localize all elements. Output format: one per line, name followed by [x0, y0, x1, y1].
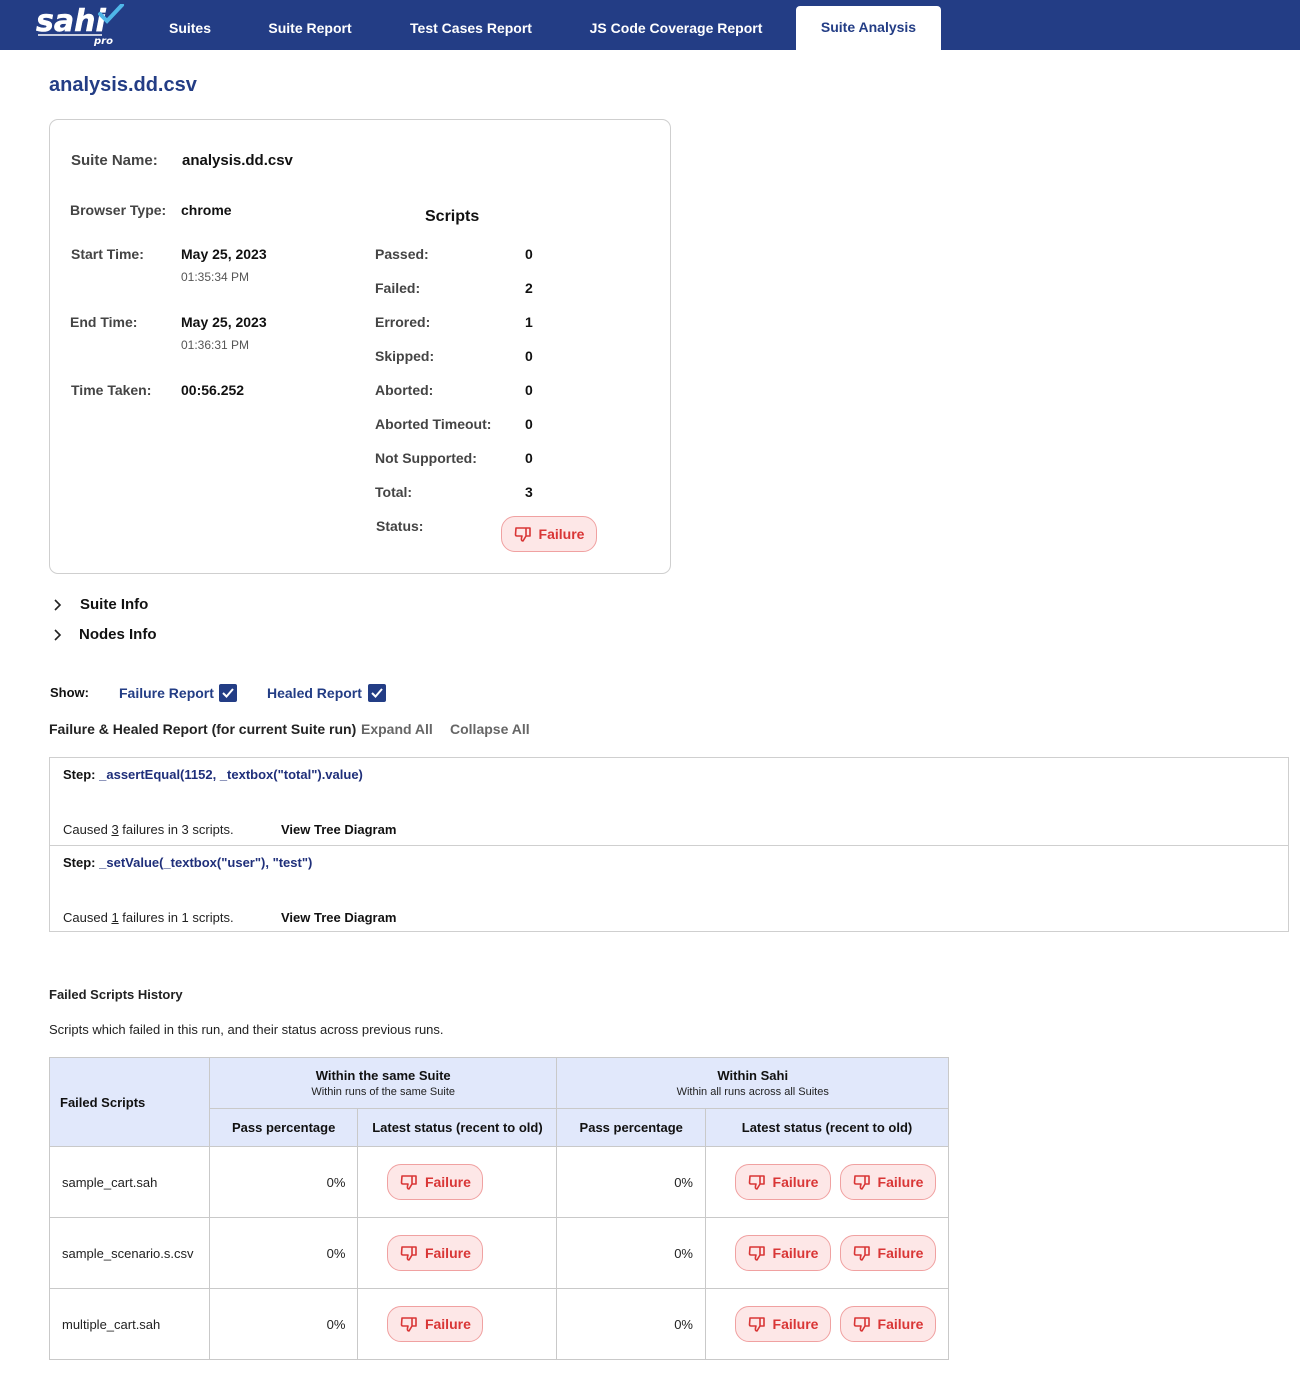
nodes-info-label: Nodes Info: [79, 626, 157, 643]
status-failure-badge[interactable]: [501, 516, 597, 552]
failure-step[interactable]: [50, 758, 1288, 845]
group-within-sahi-subtitle: Within all runs across all Suites: [676, 1086, 829, 1098]
script-name[interactable]: multiple_cart.sah: [50, 1289, 210, 1360]
stat-errored-value: 1: [525, 314, 533, 330]
suite-name-label: Suite Name:: [71, 152, 158, 169]
failed-scripts-history-description: Scripts which failed in this run, and their status across previous runs.: [49, 1022, 444, 1037]
view-tree-diagram-link[interactable]: View Tree Diagram: [281, 822, 397, 837]
thumbs-down-icon: [400, 1174, 418, 1190]
col-sahi-latest-status: Latest status (recent to old): [705, 1109, 948, 1147]
suite-info-accordion[interactable]: [52, 596, 148, 613]
stat-passed-label: Passed:: [375, 246, 429, 262]
page-title: analysis.dd.csv: [49, 74, 197, 96]
failure-steps-list: [49, 757, 1289, 932]
thumbs-down-icon: [853, 1245, 871, 1261]
stat-not-supported-value: 0: [525, 450, 533, 466]
sahi-pass-percentage: 0%: [557, 1289, 706, 1360]
healed-report-checkbox[interactable]: [368, 684, 386, 702]
stat-total-value: 3: [525, 484, 533, 500]
end-time-value: 01:36:31 PM: [181, 338, 250, 352]
end-date-value: May 25, 2023: [181, 314, 267, 330]
tab-test-cases-report[interactable]: Test Cases Report: [410, 20, 532, 36]
tab-suite-report[interactable]: Suite Report: [268, 20, 352, 36]
time-taken-label: Time Taken:: [71, 382, 152, 398]
collapse-all-link[interactable]: Collapse All: [450, 721, 530, 737]
suite-pass-percentage: 0%: [209, 1147, 358, 1218]
suite-summary-card: [49, 119, 671, 574]
failed-scripts-history-table: [49, 1057, 949, 1360]
scripts-heading: Scripts: [425, 208, 480, 225]
stat-passed-value: 0: [525, 246, 533, 262]
stat-errored-label: Errored:: [375, 314, 431, 330]
failure-step[interactable]: [50, 845, 1288, 932]
failure-badge[interactable]: Failure: [840, 1235, 936, 1271]
sahi-latest-status: [705, 1218, 948, 1289]
stat-aborted-timeout-value: 0: [525, 416, 533, 432]
svg-text:pro: pro: [94, 36, 113, 46]
time-taken-value: 00:56.252: [181, 382, 245, 398]
failure-report-label[interactable]: Failure Report: [119, 685, 214, 701]
stat-failed-label: Failed:: [375, 280, 421, 296]
col-suite-pass-percentage: Pass percentage: [209, 1109, 358, 1147]
failure-badge[interactable]: Failure: [387, 1306, 483, 1342]
top-nav: [0, 0, 1300, 50]
suite-latest-status: [358, 1218, 557, 1289]
sahi-pro-logo[interactable]: [34, 4, 126, 46]
table-row: [50, 1147, 949, 1218]
step-code: _setValue(_textbox("user"), "test"): [99, 855, 313, 870]
view-tree-diagram-link[interactable]: View Tree Diagram: [281, 910, 397, 925]
col-failed-scripts: Failed Scripts: [50, 1058, 210, 1147]
thumbs-down-icon: [400, 1316, 418, 1332]
svg-text:sahi: sahi: [36, 4, 106, 39]
suite-latest-status: [358, 1289, 557, 1360]
stat-skipped-value: 0: [525, 348, 533, 364]
stat-total-label: Total:: [375, 484, 413, 500]
table-row: [50, 1289, 949, 1360]
thumbs-down-icon: [748, 1245, 766, 1261]
end-time-label: End Time:: [70, 314, 138, 330]
report-title: Failure & Healed Report (for current Suite run): [49, 721, 357, 737]
thumbs-down-icon: [748, 1174, 766, 1190]
step-caused-summary: Caused 3 failures in 3 scripts.: [63, 822, 234, 837]
failure-badge[interactable]: Failure: [735, 1235, 831, 1271]
failure-badge[interactable]: Failure: [840, 1306, 936, 1342]
status-label: Status:: [376, 518, 424, 534]
failure-badge[interactable]: Failure: [840, 1164, 936, 1200]
failure-report-checkbox[interactable]: [219, 684, 237, 702]
start-date-value: May 25, 2023: [181, 246, 267, 262]
step-caused-summary: Caused 1 failures in 1 scripts.: [63, 910, 234, 925]
status-failure-text: Failure: [538, 526, 585, 542]
stat-aborted-value: 0: [525, 382, 533, 398]
tab-suites[interactable]: Suites: [168, 20, 211, 36]
sahi-latest-status: [705, 1147, 948, 1218]
suite-pass-percentage: 0%: [209, 1218, 358, 1289]
nodes-info-accordion[interactable]: [52, 626, 157, 643]
suite-name-value: analysis.dd.csv: [182, 152, 293, 169]
group-within-sahi-title: Within Sahi: [717, 1068, 789, 1083]
stat-aborted-timeout-label: Aborted Timeout:: [375, 416, 492, 432]
group-within-suite-subtitle: Within runs of the same Suite: [311, 1086, 456, 1098]
failure-badge[interactable]: Failure: [387, 1235, 483, 1271]
script-name[interactable]: sample_scenario.s.csv: [50, 1218, 210, 1289]
thumbs-down-icon: [853, 1174, 871, 1190]
suite-latest-status: [358, 1147, 557, 1218]
chevron-right-icon: [52, 629, 64, 641]
tab-js-code-coverage-report[interactable]: JS Code Coverage Report: [589, 20, 763, 36]
thumbs-down-icon: [748, 1316, 766, 1332]
browser-type-value: chrome: [181, 202, 232, 218]
stat-not-supported-label: Not Supported:: [375, 450, 477, 466]
chevron-right-icon: [52, 599, 64, 611]
sahi-latest-status: [705, 1289, 948, 1360]
start-time-label: Start Time:: [71, 246, 144, 262]
healed-report-label[interactable]: Healed Report: [267, 685, 362, 701]
script-name[interactable]: sample_cart.sah: [50, 1147, 210, 1218]
step-code: _assertEqual(1152, _textbox("total").value): [99, 767, 363, 782]
expand-all-link[interactable]: Expand All: [361, 721, 433, 737]
show-label: Show:: [50, 685, 89, 700]
col-sahi-pass-percentage: Pass percentage: [557, 1109, 706, 1147]
sahi-pass-percentage: 0%: [557, 1147, 706, 1218]
failure-badge[interactable]: Failure: [735, 1164, 831, 1200]
tab-suite-analysis[interactable]: Suite Analysis: [796, 6, 941, 50]
table-row: [50, 1218, 949, 1289]
step-text: Step: _assertEqual(1152, _textbox("total").value): [63, 767, 363, 782]
start-time-value: 01:35:34 PM: [181, 270, 250, 284]
stat-skipped-label: Skipped:: [375, 348, 435, 364]
browser-type-label: Browser Type:: [70, 202, 167, 218]
group-within-sahi: [557, 1058, 949, 1109]
stat-aborted-label: Aborted:: [375, 382, 434, 398]
thumbs-down-icon: [400, 1245, 418, 1261]
suite-info-label: Suite Info: [80, 596, 149, 613]
failure-count: 3: [111, 822, 119, 837]
stat-failed-value: 2: [525, 280, 533, 296]
thumbs-down-icon: [514, 526, 532, 542]
group-within-suite: [209, 1058, 557, 1109]
sahi-pass-percentage: 0%: [557, 1218, 706, 1289]
col-suite-latest-status: Latest status (recent to old): [358, 1109, 557, 1147]
step-text: Step: _setValue(_textbox("user"), "test"): [63, 855, 313, 870]
checkmark-icon: [219, 684, 237, 702]
suite-pass-percentage: 0%: [209, 1289, 358, 1360]
group-within-suite-title: Within the same Suite: [315, 1068, 451, 1083]
failure-badge[interactable]: Failure: [387, 1164, 483, 1200]
failure-count: 1: [111, 910, 119, 925]
thumbs-down-icon: [853, 1316, 871, 1332]
failed-scripts-history-title: Failed Scripts History: [49, 987, 183, 1002]
checkmark-icon: [368, 684, 386, 702]
failure-badge[interactable]: Failure: [735, 1306, 831, 1342]
